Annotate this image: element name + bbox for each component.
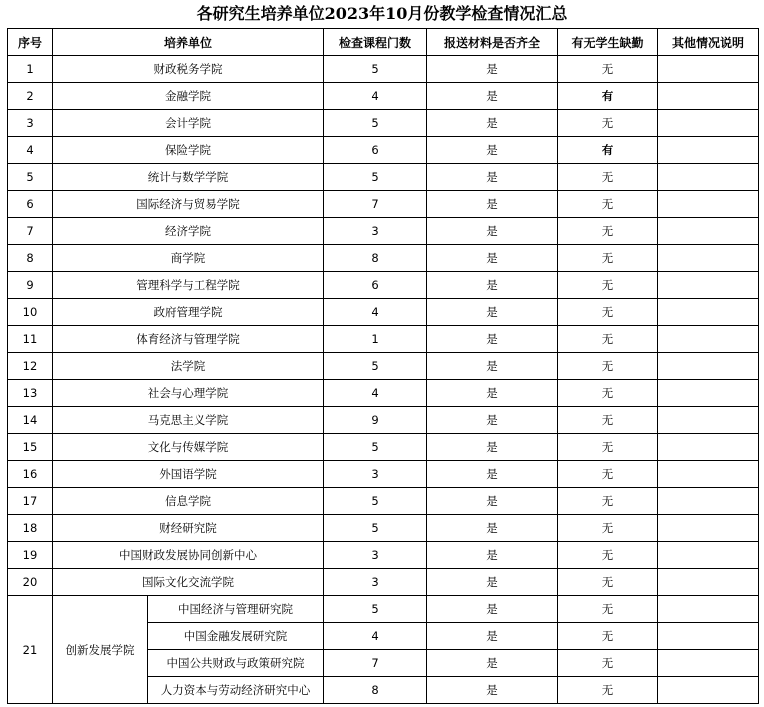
- table-row: [8, 434, 759, 461]
- other-notes: [658, 191, 759, 218]
- course-count: 5: [324, 56, 427, 83]
- summary-table: [7, 28, 759, 704]
- course-count: 4: [324, 83, 427, 110]
- unit-name: 经济学院: [53, 218, 324, 245]
- row-number: 21: [8, 596, 53, 704]
- table-row: [8, 542, 759, 569]
- materials-complete: 是: [427, 650, 558, 677]
- sub-unit-name: 中国公共财政与政策研究院: [148, 650, 324, 677]
- absence-status: 无: [558, 218, 658, 245]
- sub-unit-name: 中国金融发展研究院: [148, 623, 324, 650]
- unit-name: 文化与传媒学院: [53, 434, 324, 461]
- unit-name: 体育经济与管理学院: [53, 326, 324, 353]
- materials-complete: 是: [427, 218, 558, 245]
- row-number: 18: [8, 515, 53, 542]
- row-number: 10: [8, 299, 53, 326]
- materials-complete: 是: [427, 164, 558, 191]
- table-row: [8, 272, 759, 299]
- course-count: 5: [324, 434, 427, 461]
- other-notes: [658, 137, 759, 164]
- table-row: [8, 326, 759, 353]
- unit-name: 马克思主义学院: [53, 407, 324, 434]
- course-count: 1: [324, 326, 427, 353]
- absence-status: 无: [558, 353, 658, 380]
- course-count: 4: [324, 623, 427, 650]
- table-row: [8, 461, 759, 488]
- other-notes: [658, 596, 759, 623]
- course-count: 5: [324, 515, 427, 542]
- unit-name: 金融学院: [53, 83, 324, 110]
- header-row: [8, 29, 759, 56]
- materials-complete: 是: [427, 569, 558, 596]
- course-count: 6: [324, 272, 427, 299]
- header-absence: 有无学生缺勤: [558, 29, 658, 56]
- table-row: [8, 515, 759, 542]
- materials-complete: 是: [427, 272, 558, 299]
- course-count: 6: [324, 137, 427, 164]
- table-row: [8, 353, 759, 380]
- other-notes: [658, 515, 759, 542]
- materials-complete: 是: [427, 542, 558, 569]
- other-notes: [658, 353, 759, 380]
- unit-name: 社会与心理学院: [53, 380, 324, 407]
- materials-complete: 是: [427, 245, 558, 272]
- other-notes: [658, 488, 759, 515]
- course-count: 3: [324, 461, 427, 488]
- other-notes: [658, 56, 759, 83]
- table-row: [8, 380, 759, 407]
- other-notes: [658, 299, 759, 326]
- unit-name: 管理科学与工程学院: [53, 272, 324, 299]
- course-count: 5: [324, 110, 427, 137]
- unit-name: 国际经济与贸易学院: [53, 191, 324, 218]
- row-number: 7: [8, 218, 53, 245]
- other-notes: [658, 542, 759, 569]
- materials-complete: 是: [427, 407, 558, 434]
- table-row: [8, 56, 759, 83]
- table-body: [8, 56, 759, 704]
- absence-status: 无: [558, 245, 658, 272]
- absence-status: 无: [558, 299, 658, 326]
- header-materials: 报送材料是否齐全: [427, 29, 558, 56]
- sub-unit-name: 中国经济与管理研究院: [148, 596, 324, 623]
- other-notes: [658, 569, 759, 596]
- row-number: 1: [8, 56, 53, 83]
- absence-status: 无: [558, 488, 658, 515]
- absence-status: 无: [558, 596, 658, 623]
- materials-complete: 是: [427, 596, 558, 623]
- other-notes: [658, 434, 759, 461]
- unit-name: 政府管理学院: [53, 299, 324, 326]
- table-row: [8, 83, 759, 110]
- table-row: [8, 110, 759, 137]
- absence-status: 无: [558, 542, 658, 569]
- materials-complete: 是: [427, 623, 558, 650]
- unit-name: 财政税务学院: [53, 56, 324, 83]
- row-number: 11: [8, 326, 53, 353]
- sub-unit-name: 人力资本与劳动经济研究中心: [148, 677, 324, 704]
- materials-complete: 是: [427, 434, 558, 461]
- materials-complete: 是: [427, 83, 558, 110]
- table-row: [8, 191, 759, 218]
- other-notes: [658, 407, 759, 434]
- other-notes: [658, 461, 759, 488]
- absence-status: 无: [558, 110, 658, 137]
- course-count: 5: [324, 596, 427, 623]
- absence-status: 无: [558, 515, 658, 542]
- row-number: 17: [8, 488, 53, 515]
- absence-status: 有: [558, 83, 658, 110]
- materials-complete: 是: [427, 461, 558, 488]
- other-notes: [658, 83, 759, 110]
- course-count: 7: [324, 650, 427, 677]
- course-count: 8: [324, 677, 427, 704]
- other-notes: [658, 164, 759, 191]
- absence-status: 无: [558, 650, 658, 677]
- course-count: 4: [324, 380, 427, 407]
- unit-name: 外国语学院: [53, 461, 324, 488]
- other-notes: [658, 272, 759, 299]
- unit-name: 信息学院: [53, 488, 324, 515]
- absence-status: 无: [558, 677, 658, 704]
- absence-status: 无: [558, 272, 658, 299]
- unit-name: 会计学院: [53, 110, 324, 137]
- table-row: [8, 407, 759, 434]
- row-number: 14: [8, 407, 53, 434]
- other-notes: [658, 677, 759, 704]
- absence-status: 有: [558, 137, 658, 164]
- course-count: 5: [324, 488, 427, 515]
- table-row: [8, 137, 759, 164]
- group-unit-name: 创新发展学院: [53, 596, 148, 704]
- row-number: 2: [8, 83, 53, 110]
- row-number: 6: [8, 191, 53, 218]
- course-count: 8: [324, 245, 427, 272]
- row-number: 8: [8, 245, 53, 272]
- unit-name: 商学院: [53, 245, 324, 272]
- other-notes: [658, 650, 759, 677]
- course-count: 9: [324, 407, 427, 434]
- other-notes: [658, 218, 759, 245]
- row-number: 3: [8, 110, 53, 137]
- course-count: 5: [324, 353, 427, 380]
- other-notes: [658, 110, 759, 137]
- absence-status: 无: [558, 623, 658, 650]
- other-notes: [658, 245, 759, 272]
- table-row: [8, 245, 759, 272]
- materials-complete: 是: [427, 488, 558, 515]
- row-number: 5: [8, 164, 53, 191]
- unit-name: 国际文化交流学院: [53, 569, 324, 596]
- materials-complete: 是: [427, 191, 558, 218]
- materials-complete: 是: [427, 326, 558, 353]
- table-row: [8, 218, 759, 245]
- materials-complete: 是: [427, 110, 558, 137]
- page-title: 各研究生培养单位2023年10月份教学检查情况汇总: [196, 4, 568, 23]
- other-notes: [658, 623, 759, 650]
- other-notes: [658, 326, 759, 353]
- unit-name: 财经研究院: [53, 515, 324, 542]
- unit-name: 中国财政发展协同创新中心: [53, 542, 324, 569]
- materials-complete: 是: [427, 677, 558, 704]
- absence-status: 无: [558, 56, 658, 83]
- row-number: 20: [8, 569, 53, 596]
- course-count: 3: [324, 569, 427, 596]
- unit-name: 统计与数学学院: [53, 164, 324, 191]
- absence-status: 无: [558, 407, 658, 434]
- header-no: 序号: [8, 29, 53, 56]
- course-count: 3: [324, 218, 427, 245]
- materials-complete: 是: [427, 380, 558, 407]
- other-notes: [658, 380, 759, 407]
- materials-complete: 是: [427, 353, 558, 380]
- row-number: 13: [8, 380, 53, 407]
- course-count: 5: [324, 164, 427, 191]
- materials-complete: 是: [427, 299, 558, 326]
- absence-status: 无: [558, 191, 658, 218]
- header-unit: 培养单位: [53, 29, 324, 56]
- materials-complete: 是: [427, 515, 558, 542]
- row-number: 12: [8, 353, 53, 380]
- table-row: [8, 596, 759, 623]
- table-row: [8, 488, 759, 515]
- unit-name: 法学院: [53, 353, 324, 380]
- absence-status: 无: [558, 164, 658, 191]
- row-number: 15: [8, 434, 53, 461]
- absence-status: 无: [558, 461, 658, 488]
- materials-complete: 是: [427, 56, 558, 83]
- course-count: 7: [324, 191, 427, 218]
- course-count: 3: [324, 542, 427, 569]
- header-other: 其他情况说明: [658, 29, 759, 56]
- course-count: 4: [324, 299, 427, 326]
- table-row: [8, 569, 759, 596]
- absence-status: 无: [558, 569, 658, 596]
- absence-status: 无: [558, 326, 658, 353]
- row-number: 16: [8, 461, 53, 488]
- header-courses: 检查课程门数: [324, 29, 427, 56]
- row-number: 9: [8, 272, 53, 299]
- row-number: 19: [8, 542, 53, 569]
- table-row: [8, 164, 759, 191]
- unit-name: 保险学院: [53, 137, 324, 164]
- absence-status: 无: [558, 434, 658, 461]
- row-number: 4: [8, 137, 53, 164]
- absence-status: 无: [558, 380, 658, 407]
- table-row: [8, 299, 759, 326]
- materials-complete: 是: [427, 137, 558, 164]
